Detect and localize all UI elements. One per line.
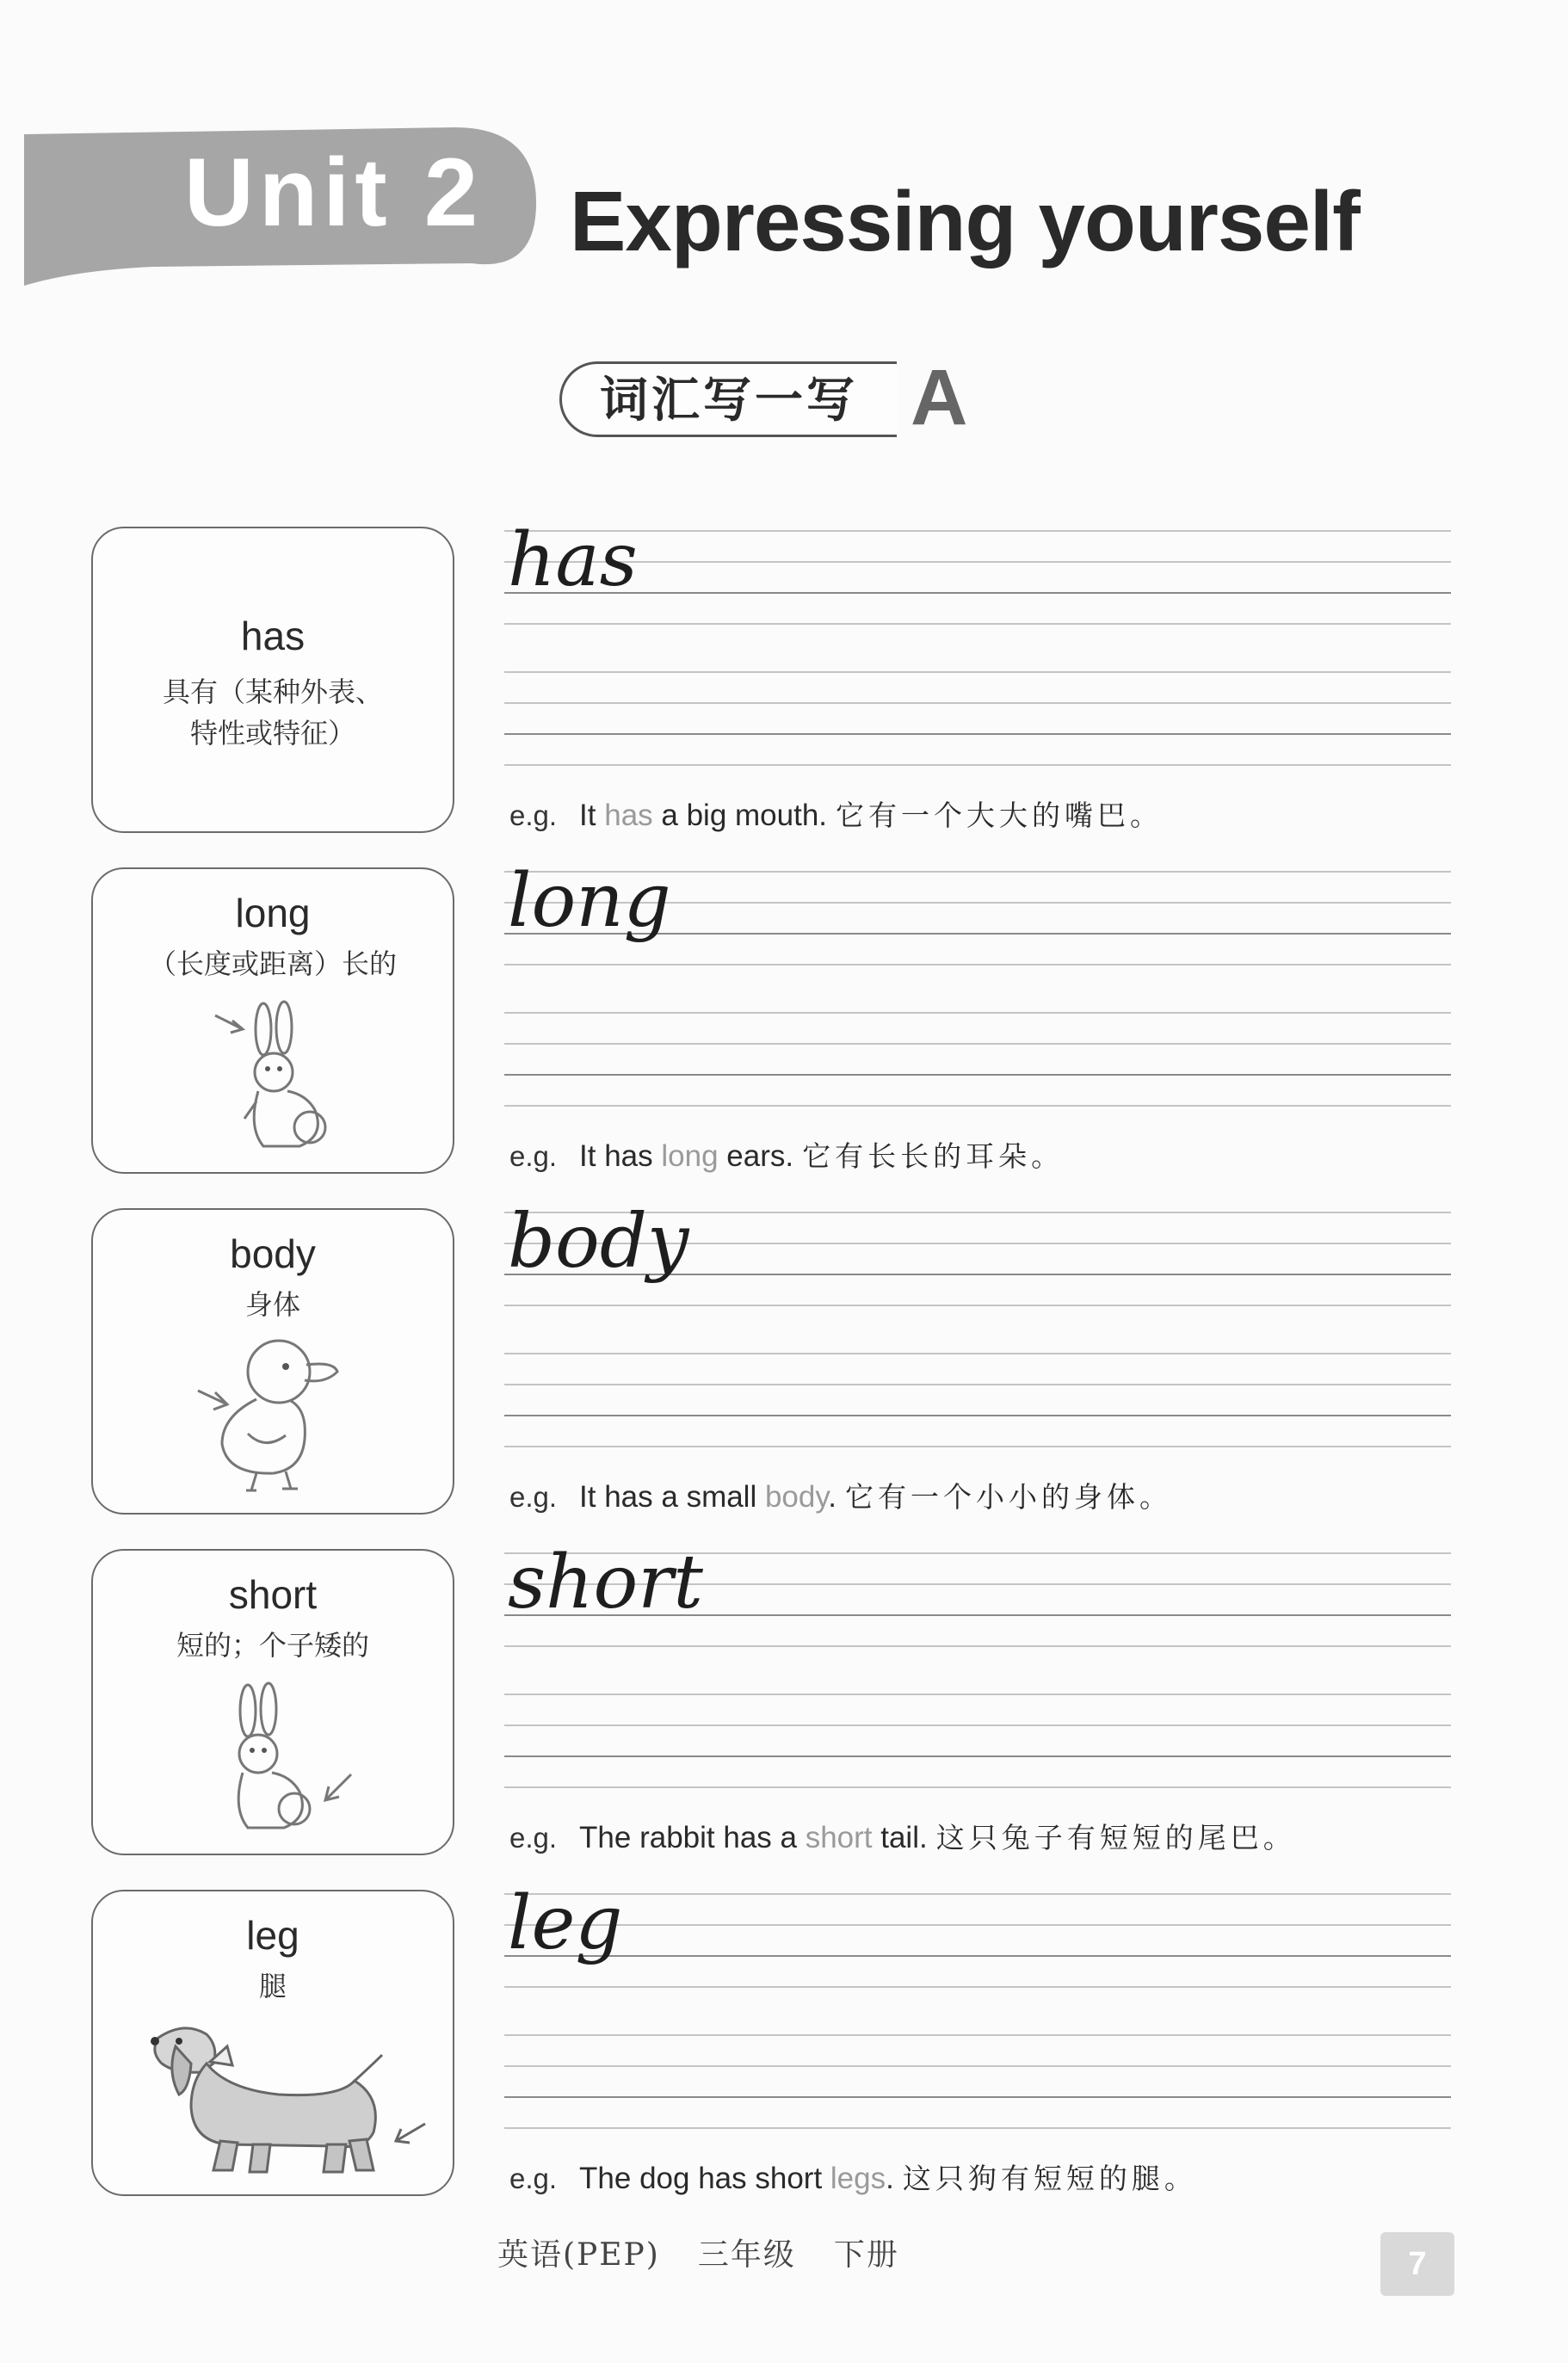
traced-word: short	[508, 1539, 703, 1626]
eg-highlight: body	[764, 1480, 829, 1514]
word-card-has	[91, 527, 454, 833]
eg-tag: e.g.	[509, 1481, 558, 1513]
eg-tag: e.g.	[509, 799, 558, 831]
card-meaning	[102, 1625, 444, 1666]
card-word: leg	[246, 1913, 299, 1958]
eg-text: It has a small	[579, 1480, 765, 1514]
card-meaning	[102, 1965, 444, 2007]
duckling-illustration	[196, 1330, 351, 1494]
section-letter: A	[911, 354, 968, 441]
eg-tag: e.g.	[509, 1140, 558, 1172]
eg-text: .	[886, 2162, 894, 2195]
eg-text: The dog has short	[579, 2162, 830, 2195]
card-meaning	[102, 1284, 444, 1325]
handwriting-lines	[504, 517, 1451, 745]
eg-translation: 这只狗有短短的腿。	[902, 2162, 1197, 2195]
eg-highlight: legs	[830, 2162, 886, 2195]
card-word: long	[235, 891, 311, 935]
handwriting-lines	[504, 1539, 1451, 1768]
example-sentence	[509, 1482, 1172, 1512]
eg-translation: 它有一个大大的嘴巴。	[836, 799, 1164, 832]
card-meaning-line: 身体	[244, 1288, 300, 1321]
example-sentence	[509, 1823, 1296, 1853]
page-number: 7	[1380, 2232, 1454, 2296]
footer-subject: 英语(PEP)	[497, 2237, 660, 2273]
card-meaning-line: 短的；个子矮的	[176, 1629, 369, 1662]
eg-tag: e.g.	[509, 1822, 558, 1854]
dachshund-illustration	[124, 2012, 434, 2184]
word-card-short	[91, 1549, 454, 1855]
rabbit-tail-illustration	[213, 1680, 360, 1835]
eg-highlight: short	[805, 1821, 873, 1854]
traced-word: has	[508, 517, 638, 603]
footer-volume: 下册	[833, 2237, 899, 2273]
eg-text: ears.	[718, 1139, 794, 1173]
word-card-leg	[91, 1890, 454, 2196]
card-word: short	[228, 1572, 318, 1617]
word-card-body	[91, 1208, 454, 1515]
eg-highlight: long	[661, 1139, 719, 1173]
handwriting-lines	[504, 1880, 1451, 2108]
card-meaning	[102, 671, 444, 754]
handwriting-lines	[504, 1199, 1451, 1427]
word-card-long	[91, 867, 454, 1174]
card-word: has	[240, 614, 306, 658]
section-pill	[559, 361, 897, 437]
eg-text: a big mouth.	[652, 799, 828, 832]
handwriting-lines	[504, 858, 1451, 1086]
eg-highlight: has	[604, 799, 653, 832]
unit-label: Unit 2	[184, 139, 484, 246]
section-label: 词汇写一写	[600, 373, 858, 429]
card-meaning-line: 特性或特征）	[189, 717, 355, 750]
eg-tag: e.g.	[509, 2162, 558, 2194]
example-sentence	[509, 800, 1163, 830]
example-sentence	[509, 1141, 1064, 1171]
footer-grade: 三年级	[697, 2237, 796, 2273]
page-footer	[497, 2230, 937, 2274]
eg-text: .	[828, 1480, 837, 1514]
eg-text: tail.	[872, 1821, 928, 1854]
example-sentence	[509, 2163, 1197, 2193]
card-meaning-line: 腿	[258, 1970, 287, 2002]
eg-translation: 它有长长的耳朵。	[802, 1139, 1065, 1173]
card-word: body	[230, 1231, 316, 1276]
traced-word: leg	[508, 1880, 623, 1966]
unit-title: Expressing yourself	[570, 174, 1360, 268]
eg-translation: 它有一个小小的身体。	[845, 1480, 1173, 1514]
eg-translation: 这只兔子有短短的尾巴。	[935, 1821, 1296, 1854]
eg-text: It	[579, 799, 605, 832]
traced-word: long	[508, 858, 671, 944]
eg-text: It has	[579, 1139, 662, 1173]
card-meaning-line: （长度或距离）长的	[148, 947, 397, 980]
eg-text: The rabbit has a	[579, 1821, 806, 1854]
rabbit-illustration	[213, 998, 343, 1153]
card-meaning-line: 具有（某种外表、	[162, 676, 383, 708]
card-meaning	[102, 943, 444, 984]
traced-word: body	[508, 1199, 689, 1285]
